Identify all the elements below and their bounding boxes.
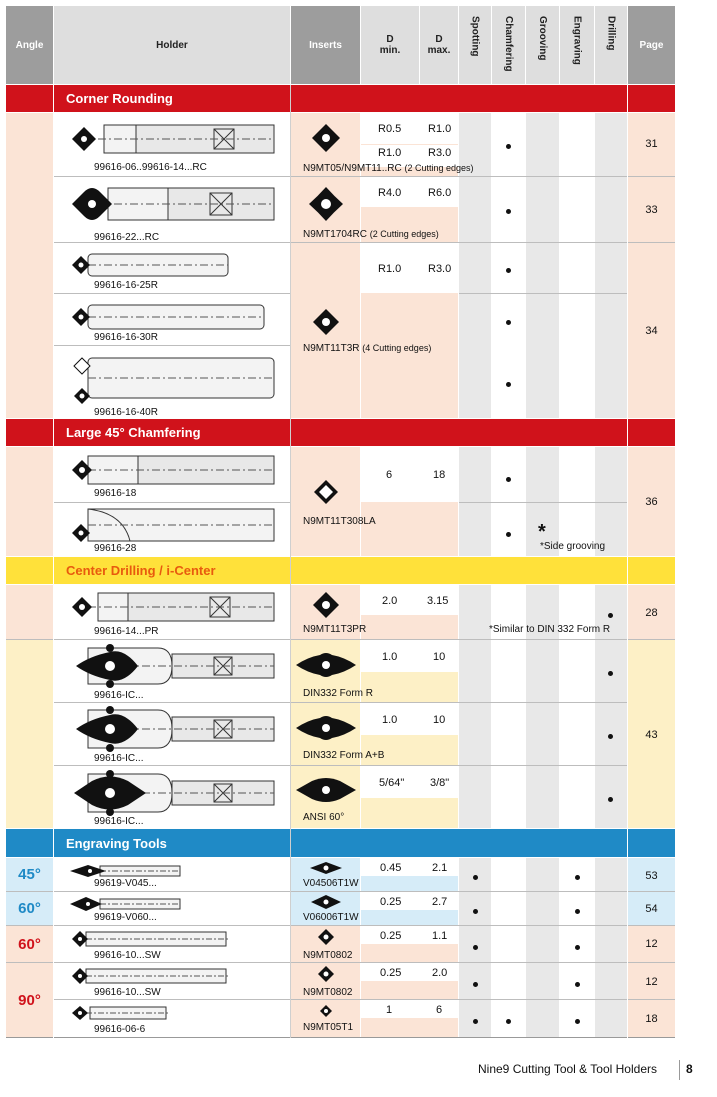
chamfering-dot [506,268,511,273]
holder-label: 99616-28 [94,543,137,554]
col-chamfering-label: Chamfering [503,16,514,72]
holder-drawing [70,863,180,879]
engraving-dot [575,875,580,880]
page-number: 36 [645,496,658,508]
holder-drawing [70,1004,170,1022]
holder-drawing [68,352,274,408]
insert-icon [317,965,335,983]
section-engraving-title: Engraving Tools [66,835,167,851]
d-max: 10 [433,714,446,726]
chamfering-dot [506,382,511,387]
insert-label: N9MT11T308LA [303,516,376,527]
insert-cell [291,113,360,418]
d-min: R1.0 [378,263,402,275]
holder-drawing [68,182,274,228]
section-corner-rounding [6,85,675,112]
insert-label [303,229,439,240]
row-divider [54,345,291,346]
row-divider [6,891,675,892]
insert-name: N9MT05/N9MT11..RC [303,163,402,174]
col-drilling [595,6,627,84]
col-d-min [361,6,419,84]
page-col [628,113,675,418]
chamfering-dot [506,532,511,537]
insert-icon [312,591,340,619]
col-d-min-top: D [386,34,394,45]
col-inserts [291,6,360,84]
spotting-dot [473,982,478,987]
insert-note: (2 Cutting edges) [369,229,439,239]
page-number: 18 [645,1013,658,1025]
spot-col [459,585,491,639]
insert-label: DIN332 Form A+B [303,750,385,761]
insert-icon [319,1004,333,1018]
col-spotting-label: Spotting [469,16,481,57]
spotting-dot [473,909,478,914]
insert-icon [308,186,344,222]
spotting-dot [473,945,478,950]
holder-label: 99616-16-25R [94,280,158,291]
d-max: R3.0 [428,147,452,159]
insert-icon [294,651,358,679]
insert-icon [309,861,343,875]
insert-label: V04506T1W [303,878,359,889]
chamfering-dot [506,1019,511,1024]
holder-drawing [70,896,180,912]
row-divider [54,702,628,703]
insert-label: N9MT11T3PR [303,624,367,635]
col-engraving [560,6,594,84]
section-center-title: Center Drilling / i-Center [66,563,216,578]
col-d-max-bottom: max. [427,45,451,56]
grooving-asterisk: * [538,521,546,543]
holder-label: 99616-16-30R [94,332,158,343]
row-divider [54,999,675,1000]
angle-cell [6,447,53,556]
engraving-dot [575,945,580,950]
spot-col [459,113,491,418]
drill-col [595,858,627,1037]
holder-label: 99616-06-6 [94,1024,146,1035]
d-min: R0.5 [378,123,402,135]
section-chamfer-title: Large 45° Chamfering [66,425,201,440]
col-d-max [420,6,458,84]
chamfering-dot [506,477,511,482]
groove-col [526,113,559,418]
angle-value: 60° [18,900,41,917]
insert-label [303,163,474,174]
page-number: 43 [645,729,658,741]
holder-label: 99616-06..99616-14...RC [94,162,207,173]
insert-icon [312,308,340,336]
spotting-dot [473,875,478,880]
insert-note: (2 Cutting edges) [404,163,474,173]
similar-note: *Similar to DIN 332 Form R [489,624,611,635]
section-chamfering [6,419,675,446]
page-number: 31 [645,138,658,150]
row-divider [459,293,628,294]
holder-label: 99616-10...SW [94,950,161,961]
chamfering-dot [506,209,511,214]
col-angle [6,6,53,84]
row-divider [459,502,628,503]
d-max: 18 [433,469,446,481]
angle-cell [6,640,53,828]
footer-divider [679,1060,680,1080]
insert-label: N9MT0802 [303,950,353,961]
col-spotting [459,6,491,84]
engraving-dot [575,1019,580,1024]
col-grooving [526,6,559,84]
col-grooving-label: Grooving [537,16,548,61]
holder-drawing [68,120,274,160]
col-page-label: Page [639,39,664,51]
angle-value: 60° [18,935,41,953]
row-divider [6,962,675,963]
d-min: 1 [386,1004,393,1016]
section-center-drilling [6,557,675,584]
insert-note: (4 Cutting edges) [362,343,432,353]
d-max: 10 [433,651,446,663]
d-min: R4.0 [378,187,402,199]
side-grooving-note: *Side grooving [540,541,606,552]
drilling-dot [608,671,613,676]
d-min: 0.25 [380,967,402,979]
row-divider [54,502,291,503]
holder-label: 99616-16-40R [94,407,158,418]
d-max: R1.0 [428,123,452,135]
d-min: 6 [386,469,393,481]
insert-icon [317,928,335,946]
col-divider [53,85,54,1038]
d-max: 2.0 [432,967,448,979]
holder-label: 99616-14...PR [94,626,159,637]
spot-col [459,640,491,828]
d-max: 3.15 [427,595,449,607]
page-number: 53 [645,870,658,882]
engraving-dot [575,982,580,987]
section-engraving [6,829,675,857]
table-bottom [6,1037,675,1038]
col-chamfering [492,6,525,84]
holder-label: 99616-IC... [94,816,144,827]
drilling-dot [608,734,613,739]
holder-drawing [68,704,274,754]
d-min: 0.45 [380,862,402,874]
insert-label: N9MT0802 [303,987,353,998]
holder-label: 99616-10...SW [94,987,161,998]
holder-label: 99619-V045... [94,878,157,889]
page-number: 28 [645,607,658,619]
col-inserts-label: Inserts [309,39,342,51]
col-divider [627,85,628,1038]
d-max: R6.0 [428,187,452,199]
insert-label [303,343,431,354]
chamfering-dot [506,320,511,325]
page-number: 12 [645,938,658,950]
insert-icon [311,123,341,153]
d-max: 6 [436,1004,443,1016]
holder-label: 99616-IC... [94,690,144,701]
d-max: R3.0 [428,263,452,275]
col-page [628,6,675,84]
holder-drawing [68,452,274,488]
row-divider [6,925,675,926]
holder-drawing [70,966,230,986]
holder-label: 99616-22...RC [94,232,160,243]
col-engraving-label: Engraving [571,16,583,65]
row-divider [54,765,628,766]
engraving-dot [575,909,580,914]
holder-drawing [68,589,274,625]
page-number: 34 [645,325,658,337]
holder-drawing [70,929,230,949]
insert-label: N9MT05T1 [303,1022,354,1033]
drilling-dot [608,797,613,802]
col-holder-label: Holder [156,39,188,51]
footer-page-number: 8 [686,1062,693,1076]
holder-drawing [68,505,274,547]
groove-col [526,858,559,1037]
d-max: 3/8" [430,777,450,789]
insert-icon [313,479,339,505]
section-corner-title: Corner Rounding [66,91,173,106]
holder-label: 99619-V060... [94,912,157,923]
spotting-dot [473,1019,478,1024]
d-min: 1.0 [382,651,398,663]
d-max: 2.1 [432,862,448,874]
drilling-dot [608,613,613,618]
insert-icon [310,894,342,910]
col-angle-label: Angle [15,39,44,51]
d-min: 0.25 [380,896,402,908]
d-min: 2.0 [382,595,398,607]
drill-col [595,113,627,418]
page-number: 54 [645,903,658,915]
angle-cell [6,585,53,639]
page-number: 33 [645,204,658,216]
row-divider [54,176,675,177]
insert-label: ANSI 60° [303,812,345,823]
footer-title: Nine9 Cutting Tool & Tool Holders [478,1062,657,1076]
d-max: 2.7 [432,896,448,908]
insert-icon [294,776,358,804]
holder-drawing [68,642,274,690]
holder-label: 99616-IC... [94,753,144,764]
insert-label: V06006T1W [303,912,359,923]
holder-drawing [68,768,274,818]
d-max: 1.1 [432,930,448,942]
angle-value: 45° [18,866,41,883]
insert-label: DIN332 Form R [303,688,374,699]
d-min: R1.0 [378,147,402,159]
d-min: 5/64" [379,777,405,789]
holder-drawing [68,250,228,280]
angle-cell [6,113,53,418]
page-number: 12 [645,976,658,988]
col-d-min-bottom: min. [379,45,401,56]
insert-icon [294,714,358,742]
col-d-max-top: D [435,34,443,45]
col-holder [54,6,290,84]
row-divider [54,293,291,294]
col-divider [290,85,291,1038]
groove-col [526,640,559,828]
d-min: 1.0 [382,714,398,726]
holder-drawing [68,301,264,333]
insert-name: N9MT11T3R [303,343,360,354]
holder-label: 99616-18 [94,488,137,499]
angle-value: 90° [18,991,41,1009]
chamfering-dot [506,144,511,149]
col-drilling-label: Drilling [605,16,617,51]
insert-name: N9MT1704RC [303,229,367,240]
d-white [361,1000,458,1018]
d-min: 0.25 [380,930,402,942]
